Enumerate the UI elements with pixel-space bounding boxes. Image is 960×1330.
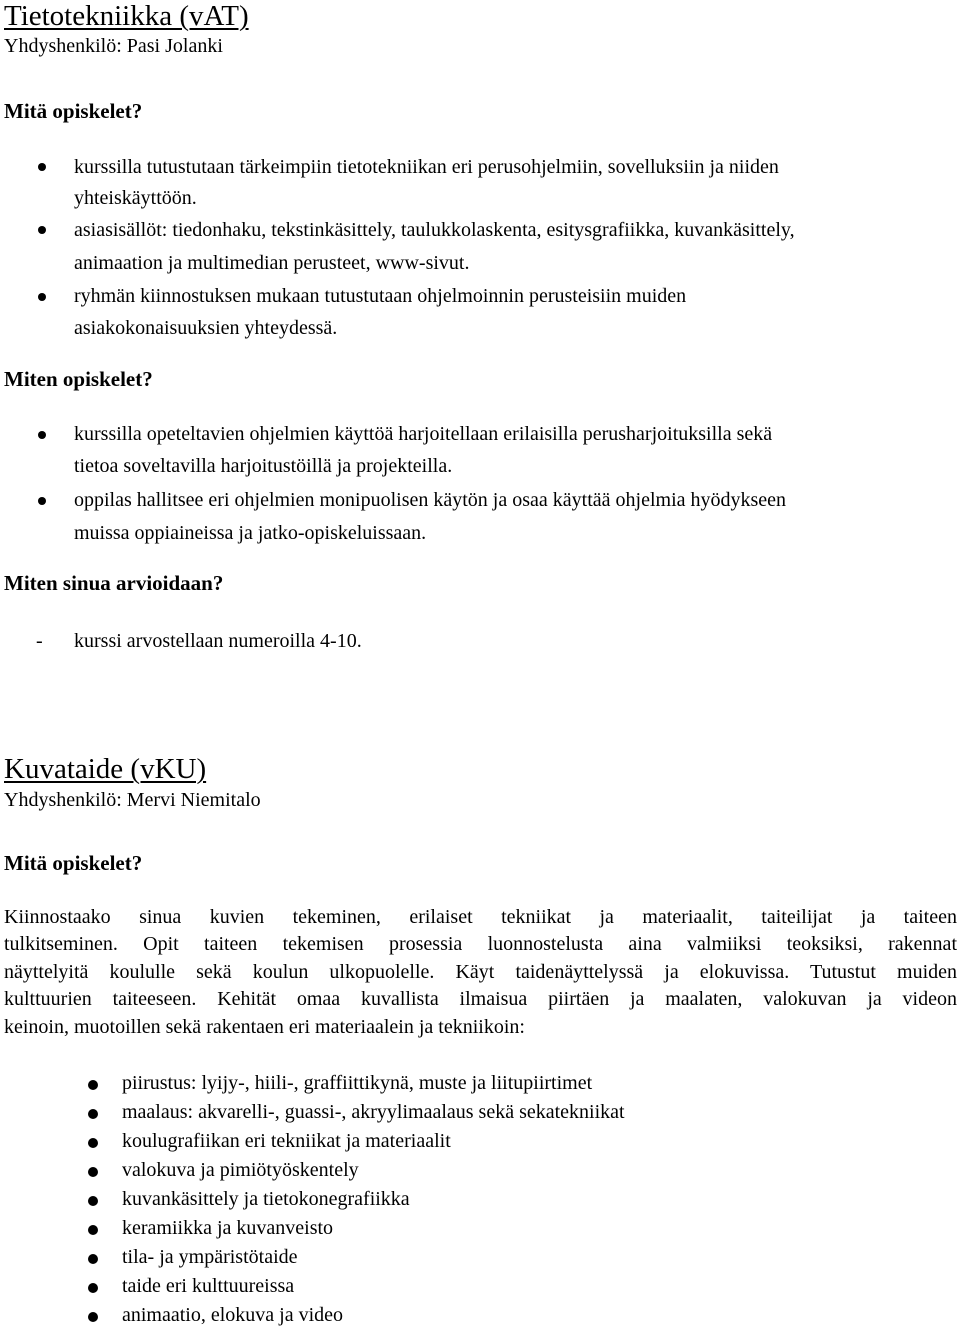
bullet-icon — [38, 293, 46, 301]
heading-what-you-study: Mitä opiskelet? — [4, 99, 143, 123]
bullet-icon — [88, 1312, 98, 1322]
bullet-icon — [38, 497, 46, 505]
assessment-text: kurssi arvostellaan numeroilla 4-10. — [74, 630, 362, 652]
bullet-icon — [38, 226, 46, 234]
dash-marker: - — [36, 630, 43, 652]
list-item: kuvankäsittely ja tietokonegrafiikka — [122, 1188, 410, 1210]
list-item: taide eri kulttuureissa — [122, 1275, 295, 1297]
paragraph-line: keinoin, muotoillen sekä rakentaen eri materiaalein ja tekniikoin: — [4, 1015, 525, 1038]
list-item-line: muissa oppiaineissa ja jatko-opiskeluissaan. — [74, 522, 427, 544]
list-item-line: tietoa soveltavilla harjoitustöillä ja projekteilla. — [74, 455, 453, 477]
list-item-line: kurssilla opeteltavien ohjelmien käyttöä harjoitellaan erilaisilla perusharjoituksilla sekä — [74, 423, 773, 445]
list-item: valokuva ja pimiötyöskentely — [122, 1159, 359, 1181]
list-item-line: oppilas hallitsee eri ohjelmien monipuolisen käytön ja osaa käyttää ohjelmia hyödykseen — [74, 489, 787, 511]
list-item-line: asiasisällöt: tiedonhaku, tekstinkäsittely, taulukkolaskenta, esitysgrafiikka, kuvankäsittely, — [74, 219, 795, 241]
list-item-line: kurssilla tutustutaan tärkeimpiin tietotekniikan eri perusohjelmiin, sovelluksiin ja niiden — [74, 156, 779, 178]
bullet-icon — [88, 1080, 98, 1090]
bullet-icon — [38, 431, 46, 439]
list-item: keramiikka ja kuvanveisto — [122, 1217, 334, 1239]
intro-paragraph — [4, 904, 957, 1041]
bullet-icon — [88, 1254, 98, 1264]
section-title-kuvataide: Kuvataide (vKU) — [4, 753, 207, 785]
bullet-icon — [88, 1109, 98, 1119]
list-item-line: asiakokonaisuuksien yhteydessä. — [74, 317, 338, 339]
bullet-icon — [88, 1138, 98, 1148]
list-item-line: ryhmän kiinnostuksen mukaan tutustutaan ohjelmoinnin perusteisiin muiden — [74, 285, 687, 307]
heading-how-you-study: Miten opiskelet? — [4, 367, 153, 391]
paragraph-line: näyttelyitä koululle sekä koulun ulkopuolelle. Käyt taidenäyttelyssä ja elokuvissa. Tutustut muiden — [4, 960, 957, 983]
bullet-icon — [88, 1225, 98, 1235]
list-item-line: animaation ja multimedian perusteet, www-sivut. — [74, 252, 470, 274]
bullet-icon — [88, 1283, 98, 1293]
list-item: animaatio, elokuva ja video — [122, 1304, 344, 1326]
list-item: piirustus: lyijy-, hiili-, graffiittikynä, muste ja liitupiirtimet — [122, 1072, 593, 1094]
list-item-line: yhteiskäyttöön. — [74, 187, 197, 209]
heading-how-you-are-assessed: Miten sinua arvioidaan? — [4, 571, 224, 595]
contact-person: Yhdyshenkilö: Pasi Jolanki — [4, 35, 223, 57]
list-item: tila- ja ympäristötaide — [122, 1246, 298, 1268]
bullet-icon — [38, 163, 46, 171]
paragraph-line: kulttuurien taiteeseen. Kehität omaa kuvallista ilmaisua piirtäen ja maalaten, valokuvan ja videon — [4, 988, 957, 1011]
paragraph-line: tulkitseminen. Opit taiteen tekemisen prosessia luonnostelusta aina valmiiksi teoksiksi, rakennat — [4, 933, 957, 956]
paragraph-line: Kiinnostaako sinua kuvien tekeminen, erilaiset tekniikat ja materiaalit, taiteilijat ja taiteen — [4, 906, 957, 928]
bullet-icon — [88, 1167, 98, 1177]
heading-what-you-study: Mitä opiskelet? — [4, 851, 143, 875]
list-item: maalaus: akvarelli-, guassi-, akryylimaalaus sekä sekatekniikat — [122, 1101, 625, 1123]
section-title-tietotekniikka: Tietotekniikka (vAT) — [4, 0, 249, 32]
bullet-icon — [88, 1196, 98, 1206]
contact-person: Yhdyshenkilö: Mervi Niemitalo — [4, 789, 261, 811]
list-item: koulugrafiikan eri tekniikat ja materiaalit — [122, 1130, 451, 1152]
